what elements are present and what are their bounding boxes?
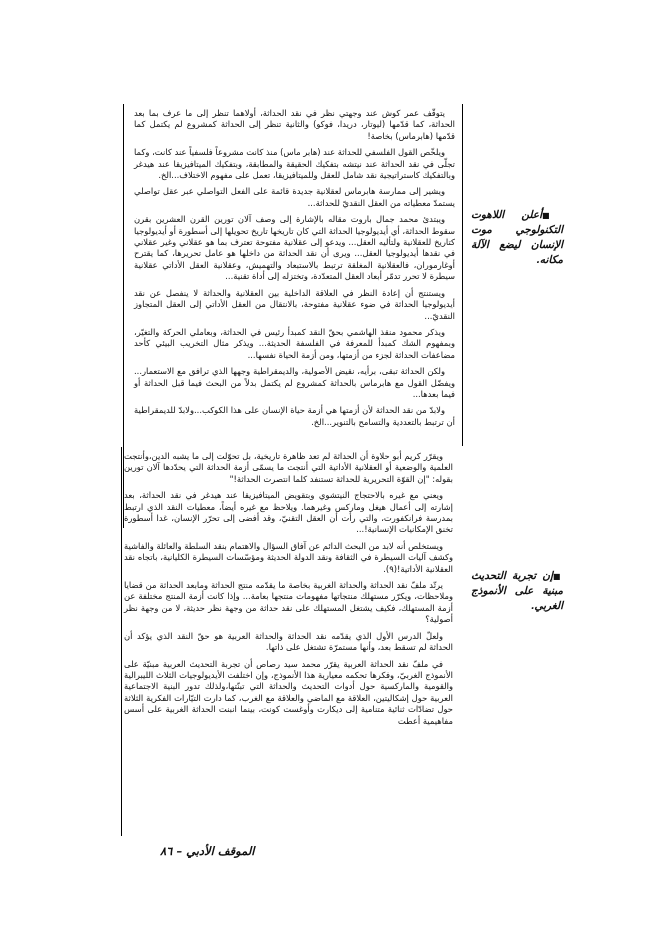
paragraph: يتوقّف عمر كوش عند وجهتي نظر في نقد الحداثة، أولاهما تنظر إلى ما عرف بما بعد الحداثة، كما قدّمها (ليوتار، دريدا، فوكو) والثانية تنظر إلى الحداثة كمشروع لم يكتمل كما قدّمها (هابرماس) بخاصة! (134, 108, 455, 141)
paragraph: ويشير إلى ممارسة هابرماس لعقلانية جديدة قائمة على الفعل التواصلي عبر عقل تواصلي يستمدّ معطياته من العقل النقديّ للحداثة... (134, 186, 455, 208)
paragraph: ويذكر محمود منقذ الهاشمي بحقّ النقد كمبدأ رئيس في الحداثة، وبعاملي الحركة والتغيّر، وبمفهوم الشك كمبدأ للمعرفة في الفلسفة الحديثة... ويذكر مثال التخريب البيئي كأحد مضاعفات الحداثة لجزء من أزمتها، ومن أزمة الحياة نفسها... (134, 326, 455, 360)
pull-quote-2: ■إن تجربة التحديث مبنية على الأنموذج الغربي. (471, 570, 563, 612)
paragraph: ويقرّر كريم أبو حلاوة أن الحداثة لم تعد ظاهرة تاريخية، بل تحوّلت إلى ما يشبه الدين،وأنتجت العلمية والوضعية أو العقلانية الأداتية التي أنتجت ما يسمّى أزمة الحداثة التي يحدّدها آلان تورين بقوله: "إن القوّة التحريرية للحداثة تستنفد كلما انتصرت الحداثة!" (124, 451, 453, 484)
paragraph: ويستخلص أنه لابد من البحث الدائم عن آفاق السؤال والاهتمام بنقد السلطة والعائلة والفاشية وكشف آليات السيطرة في الثقافة ونقد الدولة الحديثة ومؤسّسات السيطرة الكليانية، باتجاه نقد العقلانية الأداتية!(٩). (124, 540, 453, 574)
column-divider (462, 104, 463, 446)
paragraph: ويلخّص القول الفلسفي للحداثة عند (هابر ماس) منذ كانت مشروعاً فلسفياً عند كانت، وكما تجلّى في نقد الحداثة عند نيتشه بتفكيك الحقيقة والمطابقة، وبتفكيك الميتافيزيقا عند هيدغر وبالتفكيك كاستراتيجية نقد شامل للعقل وللميتافيزيقا، تعمل على مفهوم الاختلاف...الخ. (134, 147, 455, 181)
square-bullet-icon: ■ (552, 571, 563, 581)
paragraph: ويبتدئ محمد جمال باروت مقاله بالإشارة إلى وصف آلان تورين القرن العشرين بقرن سقوط الحداثة، أي أيديولوجيا الحداثة التي كان تاريخها تاريخ تحويلها إلى أسطورة أو أيديولوجيا كتاريخ للعقلانية ولتأليه العقل... ويدعو إلى عقلانية مفتوحة تعترف بما هو عقلاني وغير عقلاني في نقدها أيديولوجيا العقل... ويرى أن نقد الحداثة من داخلها هو عامل تحريرها، كما يقترح أوغارموران، فالعقلانية المغلقة ترتبط بالاستبعاد والتهميش، وعقلانية العقل الأداتي عقلانية سيطرة لا تحرر تدمّر أبعاد العقل المتعدّدة، وتختزله إلى أداة تقنية... (134, 214, 455, 282)
paragraph: ولعلّ الدرس الأول الذي يقدّمه نقد الحداثة والحداثة العربية هو حقّ النقد الذي يؤكد أن الحداثة لم تسقط بعد، وأنها مستمرّة تشتغل على ذاتها. (124, 630, 453, 653)
paragraph: في ملفّ نقد الحداثة العربية يقرّر محمد سيد رصاص أن تجربة التحديث العربية مبنيّة على الأنموذج الغربيّ، وفكرها تحكمه معيارية هذا الأنموذج، وإن اختلفت الأيديولوجيات الثلاث الليبرالية والقومية والماركسية حول أدوات التحديث والحداثة التي تبنّتها،ولذلك تدور البنية الاجتماعية العربية حول إشكاليتين، العلاقة مع الماضي والعلاقة مع الغرب، كما دارت التيّارات الفكرية الثلاثة حول تضادّات ثنائية متنامية إلى ديكارت وأوغست كونت، بينما انبنت الحداثة الغربية على أسس مفاهيمية أعطت (124, 658, 453, 726)
pull-quote-1: ■أعلن اللاهوت التكنولوجي موت الإنسان ليضع الآلة مكانه. (471, 209, 563, 266)
paragraph: ويعني مع غيره بالاحتجاج النيتشوي وبتقويض الميتافيزيقا عند هيدغر في نقد الحداثة، بعد إشارته إلى أعمال هيغل وماركس وغيرهما. ويلاحظ مع غيره أيضاً، معطيات النقد الذي ارتبط بمدرسة فرانكفورت، والتي رأت أن العقل التقنيّ، وقد أفضى إلى تحرّر الإنسان، غدا أسطورة تخنق الإمكانيات الإنسانية!... (124, 490, 453, 535)
page-footer: الموقف الأدبي – ٨٦ (160, 844, 255, 858)
paragraph: ولابدّ من نقد الحداثة لأن أزمتها هي أزمة حياة الإنسان على هذا الكوكب...ولابدّ للديمقراطية أن ترتبط بالتعددية والتسامح بالتنوير...الخ. (134, 405, 455, 427)
paragraph: يرتّد ملفّ نقد الحداثة والحداثة الغربية بخاصة ما يقدّمه منتج الحداثة ومابعد الحداثة من قضايا وملاحظات، ويكرّر مستهلك منتجاتها مفهومات منتجها بعامة... وإذا كانت أزمة المنتج مختلفة عن أزمة المستهلك، فكيف يشتغل المستهلك على نقد حداثة من وجهة نظر حديثة، لا من وجهة نظر أصولية؟ (124, 580, 453, 625)
square-bullet-icon: ■ (541, 210, 563, 220)
paragraph: ويستنتج أن إعادة النظر في العلاقة الداخلية بين العقلانية والحداثة لا ينفصل عن نقد أيديولوجيا الحداثة في ضوء عقلانية مفتوحة، بالانتقال من العقل الأداتي إلى العقل المتجاوز النقديّ... (134, 287, 455, 321)
column-divider (121, 447, 122, 836)
article-column-bottom (121, 447, 459, 836)
paragraph: ولكن الحداثة تبقى، برأيه، نقيض الأصولية، والديمقراطية وجهها الذي ترافق مع الاستعمار... ويفضّل القول مع هابرماس بالحداثة كمشروع لم يكتمل بدلاً من البحث فيما قبل الحداثة أو فيما بعدها... (134, 366, 455, 399)
